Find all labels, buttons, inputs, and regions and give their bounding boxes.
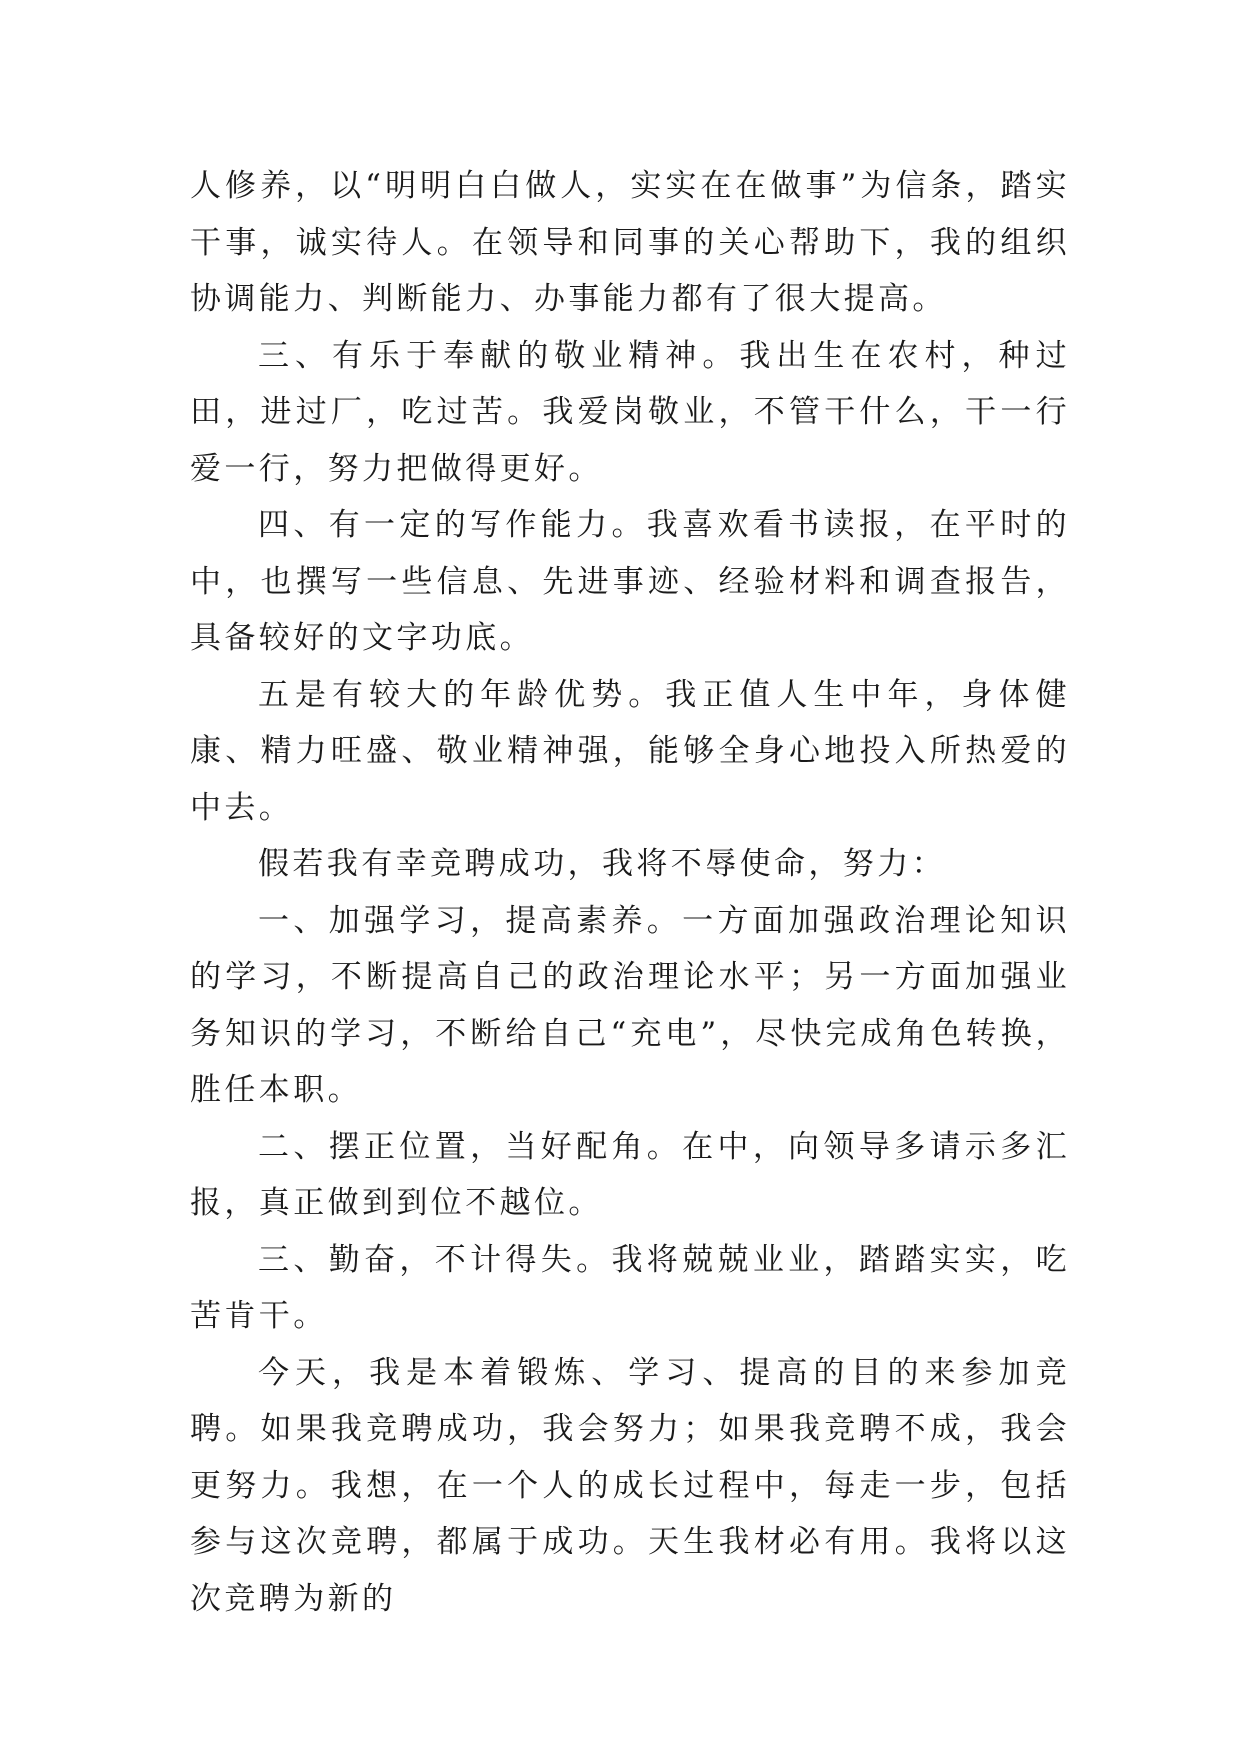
paragraph-strengthen-learning: 一、加强学习，提高素养。一方面加强政治理论知识的学习，不断提高自己的政治理论水平；另一方面加强业务知识的学习，不断给自己“充电”，尽快完成角色转换，胜任本职。 (190, 902, 1070, 1108)
paragraph-continuation: 人修养，以“明明白白做人，实实在在做事”为信条，踏实干事，诚实待人。在领导和同事的关心帮助下，我的组织协调能力、判断能力、办事能力都有了很大提高。 (190, 168, 1070, 317)
document-body (190, 158, 1070, 1627)
paragraph-writing-ability: 四、有一定的写作能力。我喜欢看书读报，在平时的中，也撰写一些信息、先进事迹、经验材料和调查报告，具备较好的文字功底。 (190, 507, 1070, 656)
paragraph-age-advantage: 五是有较大的年龄优势。我正值人生中年，身体健康、精力旺盛、敬业精神强，能够全身心地投入所热爱的中去。 (190, 676, 1070, 826)
paragraph-correct-position: 二、摆正位置，当好配角。在中，向领导多请示多汇报，真正做到到位不越位。 (190, 1128, 1070, 1221)
paragraph-today: 今天，我是本着锻炼、学习、提高的目的来参加竞聘。如果我竞聘成功，我会努力；如果我竞聘不成，我会更努力。我想，在一个人的成长过程中，每走一步，包括参与这次竞聘，都属于成功。天生我材必有用。我将以这次竞聘为新的 (190, 1354, 1070, 1617)
paragraph-dedication: 三、有乐于奉献的敬业精神。我出生在农村，种过田，进过厂，吃过苦。我爱岗敬业，不管干什么，干一行爱一行，努力把做得更好。 (190, 337, 1070, 487)
paragraph-if-successful: 假若我有幸竞聘成功，我将不辱使命，努力： (258, 846, 946, 882)
paragraph-diligence: 三、勤奋，不计得失。我将兢兢业业，踏踏实实，吃苦肯干。 (190, 1241, 1070, 1334)
